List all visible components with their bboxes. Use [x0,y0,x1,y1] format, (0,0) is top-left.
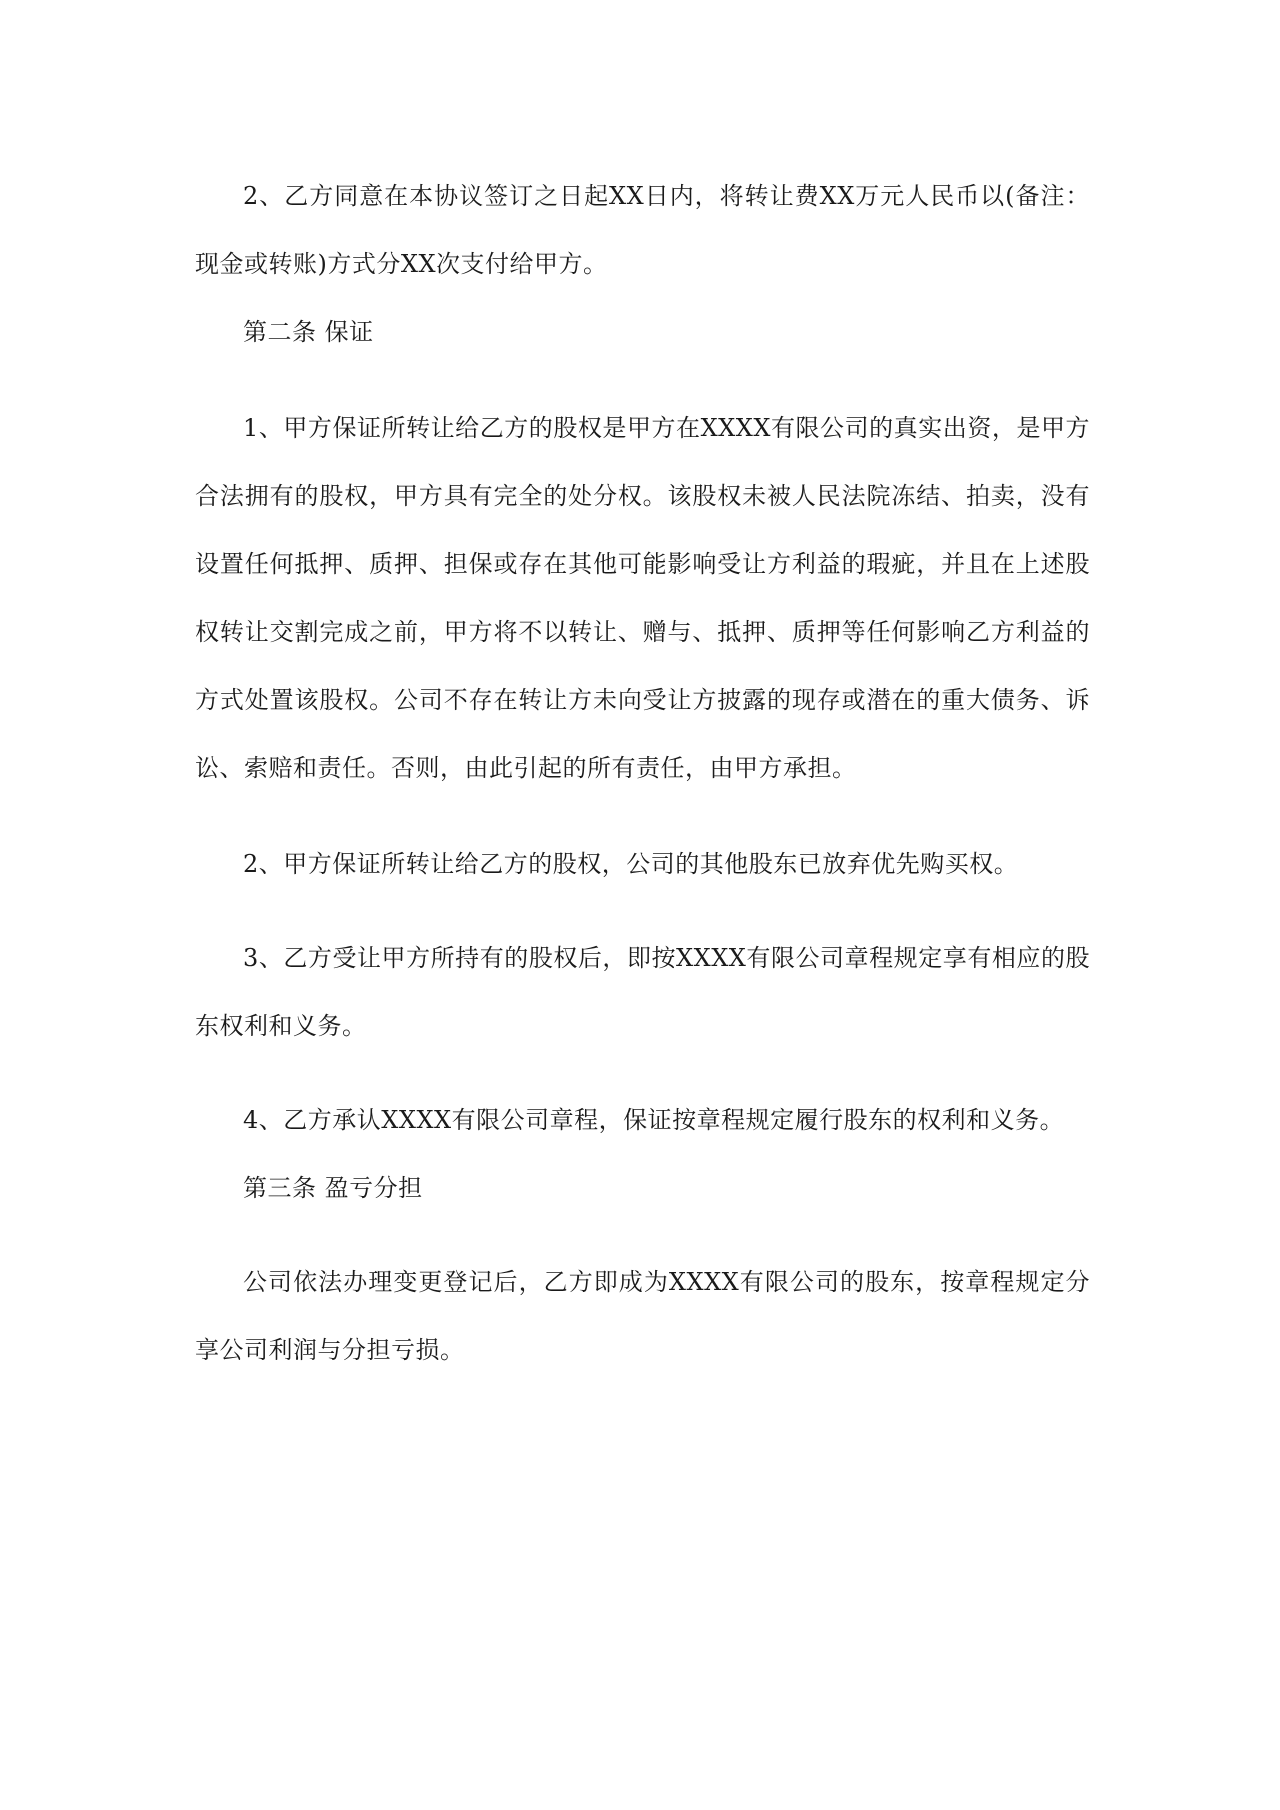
paragraph-payment-terms: 2、乙方同意在本协议签订之日起XX日内，将转让费XX万元人民币以(备注：现金或转账)方式分XX次支付给甲方。 [195,182,1090,278]
paragraph-guarantee-3: 3、乙方受让甲方所持有的股权后，即按XXXX有限公司章程规定享有相应的股东权利和义务。 [195,944,1090,1040]
paragraph-profit-loss: 公司依法办理变更登记后，乙方即成为XXXX有限公司的股东，按章程规定分享公司利润与分担亏损。 [195,1268,1090,1364]
paragraph-guarantee-1: 1、甲方保证所转让给乙方的股权是甲方在XXXX有限公司的真实出资，是甲方合法拥有的股权，甲方具有完全的处分权。该股权未被人民法院冻结、拍卖，没有设置任何抵押、质押、担保或存在其他可能影响受让方利益的瑕疵，并且在上述股权转让交割完成之前，甲方将不以转让、赠与、抵押、质押等任何影响乙方利益的方式处置该股权。公司不存在转让方未向受让方披露的现存或潜在的重大债务、诉讼、索赔和责任。否则，由此引起的所有责任，由甲方承担。 [195,414,1090,782]
document-page [195,162,1090,1384]
section-heading-profit-loss: 第三条 盈亏分担 [243,1174,423,1202]
paragraph-guarantee-2: 2、甲方保证所转让给乙方的股权，公司的其他股东已放弃优先购买权。 [243,850,1019,878]
section-heading-guarantee: 第二条 保证 [243,318,374,346]
paragraph-guarantee-4: 4、乙方承认XXXX有限公司章程，保证按章程规定履行股东的权利和义务。 [243,1106,1065,1134]
